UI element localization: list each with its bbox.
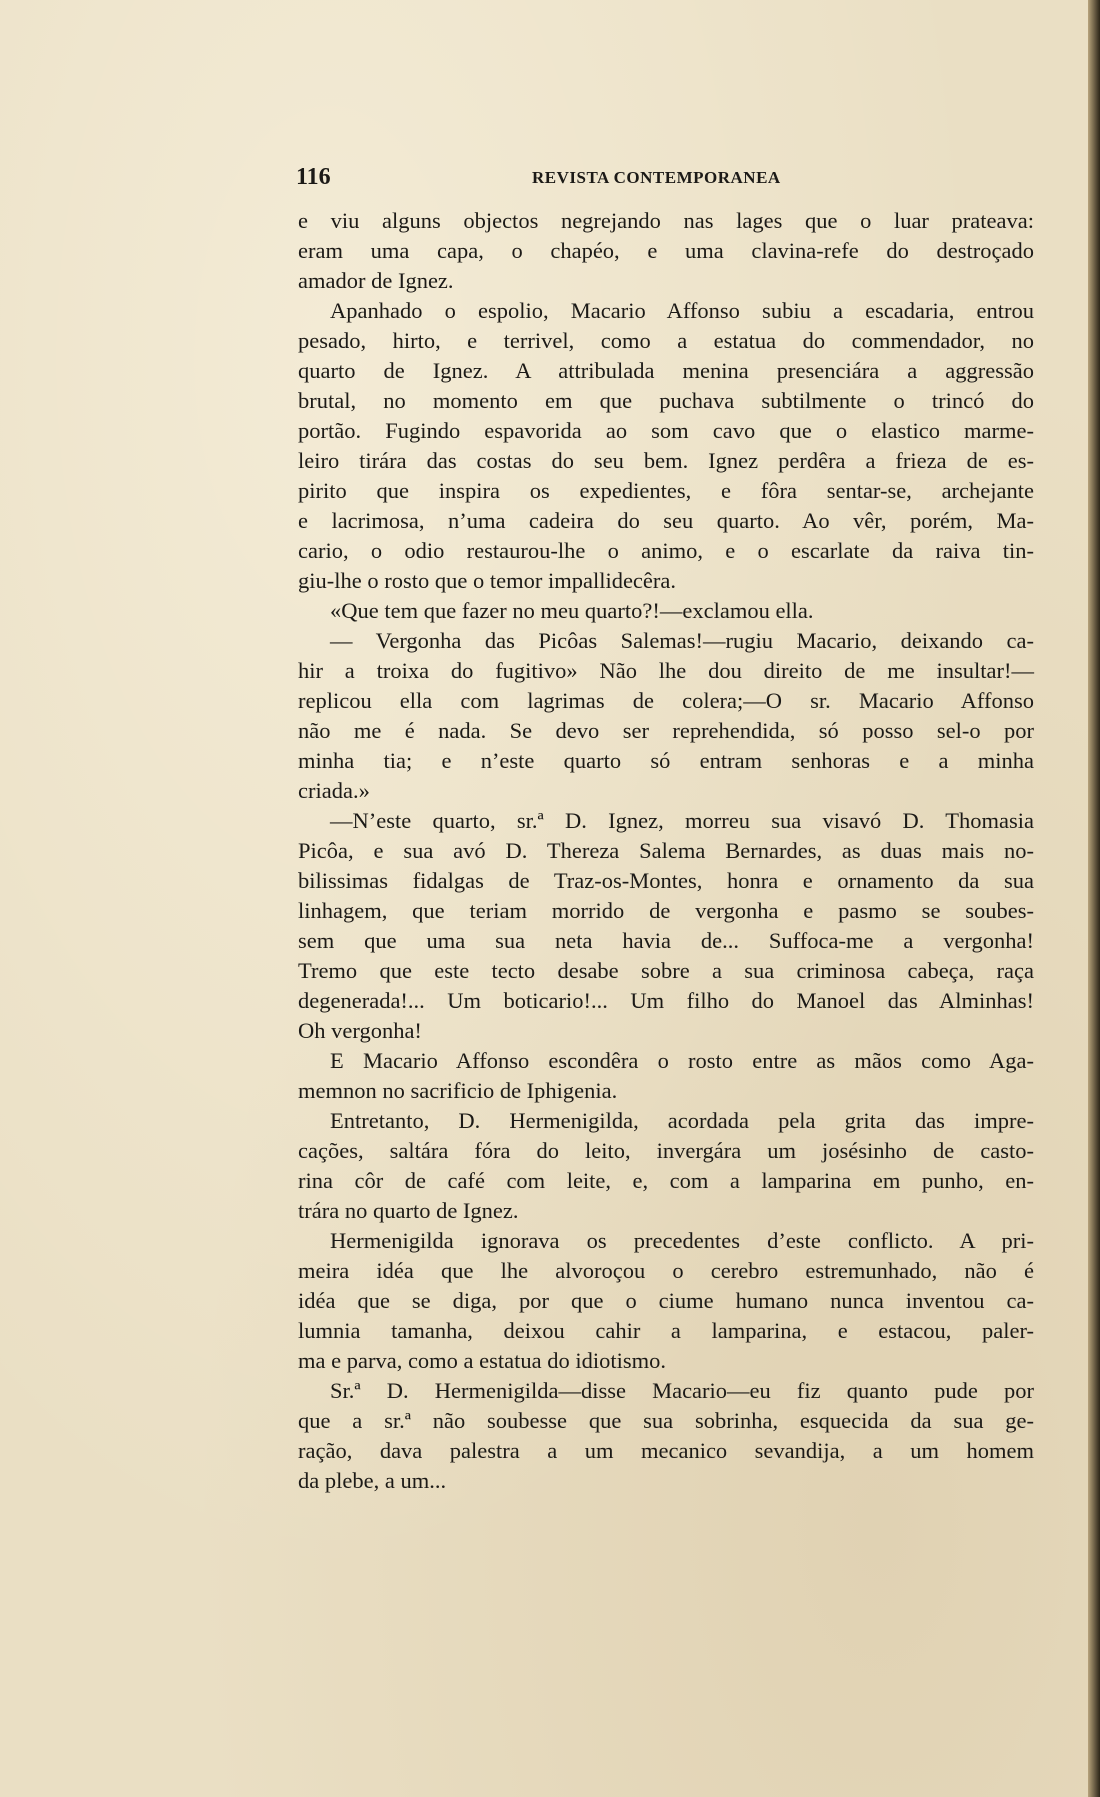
text-line: hir a troixa do fugitivo» Não lhe dou direito de me insultar!— [298, 658, 1034, 683]
text-line: pesado, hirto, e terrivel, como a estatua do commendador, no [298, 328, 1034, 353]
text-line: E Macario Affonso escondêra o rosto entre as mãos como Aga- [330, 1048, 1034, 1073]
text-line: bilissimas fidalgas de Traz-os-Montes, honra e ornamento da sua [298, 868, 1034, 893]
text-line: cações, saltára fóra do leito, invergára um josésinho de casto- [298, 1138, 1034, 1163]
text-line: giu-lhe o rosto que o temor impallidecêra. [298, 568, 677, 593]
text-line: Entretanto, D. Hermenigilda, acordada pela grita das impre- [330, 1108, 1034, 1133]
text-line: memnon no sacrificio de Iphigenia. [298, 1078, 618, 1103]
text-line: rina côr de café com leite, e, com a lamparina em punho, en- [298, 1168, 1034, 1193]
text-line: Tremo que este tecto desabe sobre a sua criminosa cabeça, raça [298, 958, 1034, 983]
text-line: idéa que se diga, por que o ciume humano nunca inventou ca- [298, 1288, 1034, 1313]
text-line: amador de Ignez. [298, 268, 454, 293]
text-line: e lacrimosa, n’uma cadeira do seu quarto. Ao vêr, porém, Ma- [298, 508, 1034, 533]
text-line: que a sr.ª não soubesse que sua sobrinha, esquecida da sua ge- [298, 1408, 1034, 1433]
text-line: não me é nada. Se devo ser reprehendida, só posso sel-o por [298, 718, 1034, 743]
text-line: —N’este quarto, sr.ª D. Ignez, morreu sua visavó D. Thomasia [330, 808, 1034, 833]
text-line: criada.» [298, 778, 370, 803]
running-title: REVISTA CONTEMPORANEA [532, 168, 781, 187]
text-line: meira idéa que lhe alvoroçou o cerebro estremunhado, não é [298, 1258, 1034, 1283]
text-line: replicou ella com lagrimas de colera;—O sr. Macario Affonso [298, 688, 1034, 713]
body-text [298, 206, 1034, 1496]
text-line: ma e parva, como a estatua do idiotismo. [298, 1348, 667, 1373]
text-line: lumnia tamanha, deixou cahir a lamparina, e estacou, paler- [298, 1318, 1034, 1343]
text-line: trára no quarto de Ignez. [298, 1198, 519, 1223]
text-line: brutal, no momento em que puchava subtilmente o trincó do [298, 388, 1034, 413]
text-line: — Vergonha das Picôas Salemas!—rugiu Macario, deixando ca- [330, 628, 1034, 653]
text-line: e viu alguns objectos negrejando nas lages que o luar prateava: [298, 208, 1034, 233]
text-line: Picôa, e sua avó D. Thereza Salema Bernardes, as duas mais no- [298, 838, 1034, 863]
page-number: 116 [296, 164, 331, 190]
text-line: cario, o odio restaurou-lhe o animo, e o escarlate da raiva tin- [298, 538, 1034, 563]
text-line: portão. Fugindo espavorida ao som cavo que o elastico marme- [298, 418, 1034, 443]
text-line: leiro tirára das costas do seu bem. Ignez perdêra a frieza de es- [298, 448, 1034, 473]
text-line: sem que uma sua neta havia de... Suffoca-me a vergonha! [298, 928, 1034, 953]
text-line: Hermenigilda ignorava os precedentes d’este conflicto. A pri- [330, 1228, 1034, 1253]
text-line: ração, dava palestra a um mecanico sevandija, a um homem [298, 1438, 1034, 1463]
text-line: Apanhado o espolio, Macario Affonso subiu a escadaria, entrou [330, 298, 1034, 323]
page-header [296, 164, 1036, 192]
text-line: «Que tem que fazer no meu quarto?!—exclamou ella. [330, 598, 814, 623]
text-line: degenerada!... Um boticario!... Um filho do Manoel das Alminhas! [298, 988, 1034, 1013]
page-binding-edge [1088, 0, 1100, 1797]
text-line: linhagem, que teriam morrido de vergonha e pasmo se soubes- [298, 898, 1034, 923]
text-line: da plebe, a um... [298, 1468, 447, 1493]
text-line: pirito que inspira os expedientes, e fôra sentar-se, archejante [298, 478, 1034, 503]
text-line: quarto de Ignez. A attribulada menina presenciára a aggressão [298, 358, 1034, 383]
text-line: minha tia; e n’este quarto só entram senhoras e a minha [298, 748, 1034, 773]
text-line: eram uma capa, o chapéo, e uma clavina-refe do destroçado [298, 238, 1034, 263]
text-line: Oh vergonha! [298, 1018, 422, 1043]
text-line: Sr.ª D. Hermenigilda—disse Macario—eu fiz quanto pude por [330, 1378, 1034, 1403]
